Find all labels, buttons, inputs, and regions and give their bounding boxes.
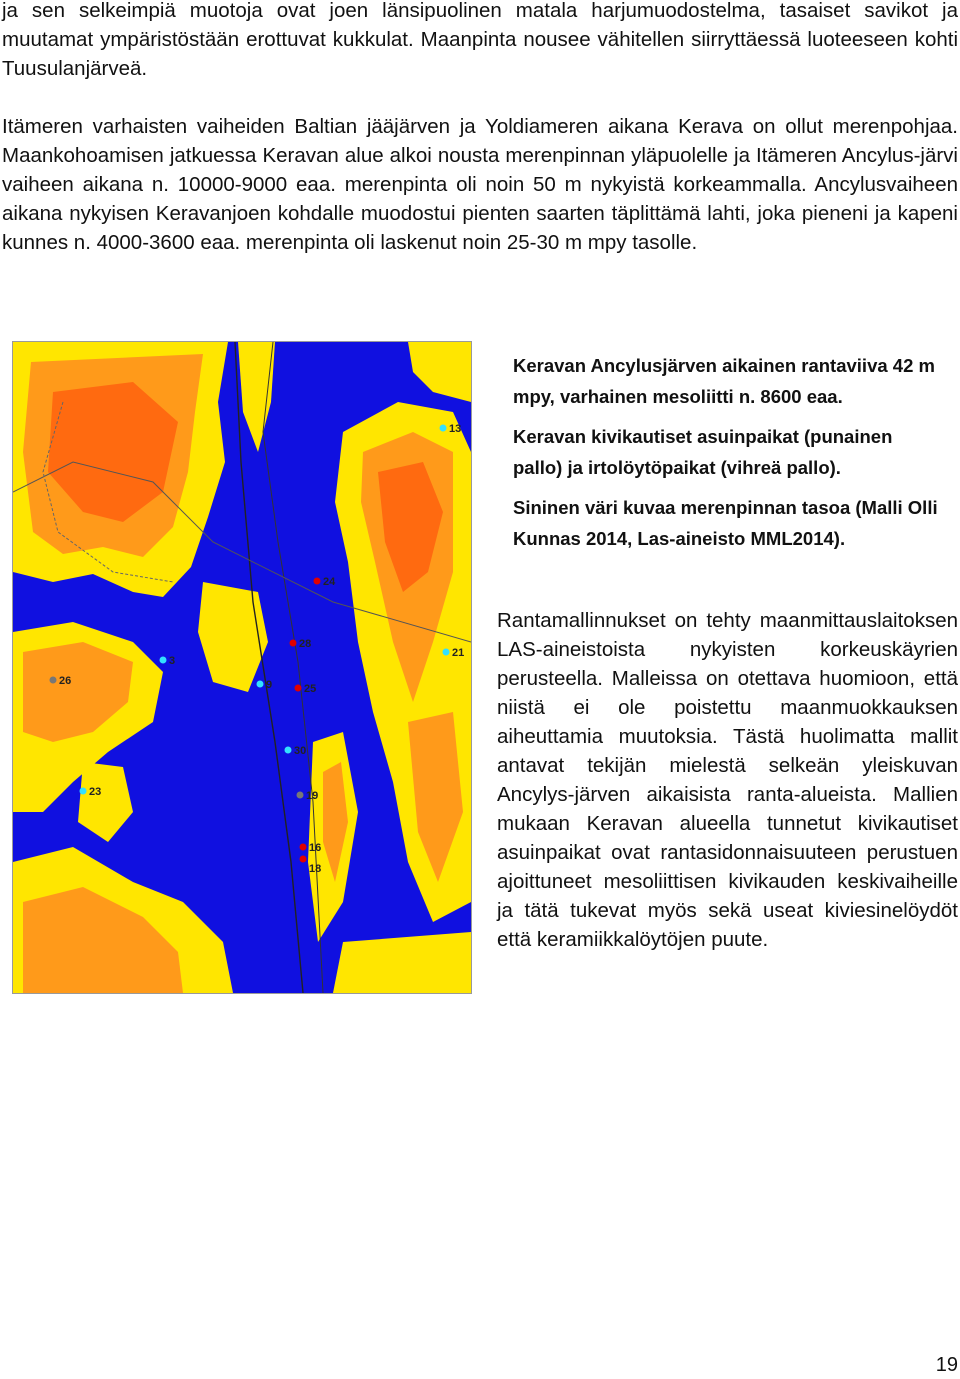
svg-text:13: 13 bbox=[449, 423, 462, 435]
svg-text:30: 30 bbox=[294, 745, 307, 757]
map-caption-source: Sininen väri kuvaa merenpinnan tasoa (Malli Olli Kunnas 2014, Las-aineisto MML2014). bbox=[513, 497, 938, 549]
svg-text:19: 19 bbox=[306, 790, 319, 802]
svg-text:3: 3 bbox=[169, 655, 176, 667]
svg-text:25: 25 bbox=[304, 683, 317, 695]
svg-text:16: 16 bbox=[309, 842, 322, 854]
svg-text:24: 24 bbox=[323, 576, 336, 588]
svg-text:28: 28 bbox=[299, 638, 312, 650]
svg-text:9: 9 bbox=[266, 679, 273, 691]
modeling-paragraph: Rantamallinnukset on tehty maanmittauslaitoksen LAS-aineistoista nykyisten korkeuskäyrien perusteella. Malleissa on otettava huomioon, että niistä ei ole poistettu maanmuokkauksen aiheuttamia muutoksia. Tästä huolimatta mallit antavat tekijän mielestä selkeän yleiskuvan Ancylys-järven aikaisista ranta-alueista. Mallien mukaan Keravan alueella tunnetut kivikautiset asuinpaikat ovat rantasidonnaisuuteen perustuen ajoittuneet mesoliittisen kivikauden keskivaiheille ja tätä tukevat myös sekä useat kiviesinelöydöt että keramiikkalöytöjen puute. bbox=[497, 609, 958, 951]
map-caption-shoreline: Keravan Ancylusjärven aikainen rantaviiva 42 m mpy, varhainen mesoliitti n. 8600 eaa. bbox=[513, 355, 935, 407]
page-number: 19 bbox=[935, 1354, 958, 1376]
shoreline-map-graphic bbox=[13, 342, 471, 993]
svg-text:21: 21 bbox=[452, 647, 465, 659]
intro-paragraph: ja sen selkeimpiä muotoja ovat joen länsipuolinen matala harjumuodostelma, tasaiset savikot ja muutamat ympäristöstään erottuvat kukkulat. Maanpinta nousee vähitellen siirryttäessä luoteeseen kohti Tuusulanjärveä. bbox=[2, 0, 958, 80]
svg-text:26: 26 bbox=[59, 675, 72, 687]
svg-text:18: 18 bbox=[309, 863, 322, 875]
svg-text:23: 23 bbox=[89, 786, 102, 798]
map-caption-sites: Keravan kivikautiset asuinpaikat (punainen pallo) ja irtolöytöpaikat (vihreä pallo). bbox=[513, 426, 893, 478]
history-paragraph: Itämeren varhaisten vaiheiden Baltian jääjärven ja Yoldiameren aikana Kerava on ollut merenpohjaa. Maankohoamisen jatkuessa Keravan alue alkoi nousta merenpinnan yläpuolelle ja Itämeren Ancylus-järvi vaiheen aikana n. 10000-9000 eaa. merenpinta oli noin 50 m nykyistä korkeammalla. Ancylusvaiheen aikana nykyisen Keravanjoen kohdalle muodostui pienten saarten täplittämä lahti, joka pieneni ja kapeni kunnes n. 4000-3600 eaa. merenpinta oli laskenut noin 25-30 m mpy tasolle. bbox=[2, 115, 958, 254]
shoreline-map bbox=[12, 341, 472, 994]
